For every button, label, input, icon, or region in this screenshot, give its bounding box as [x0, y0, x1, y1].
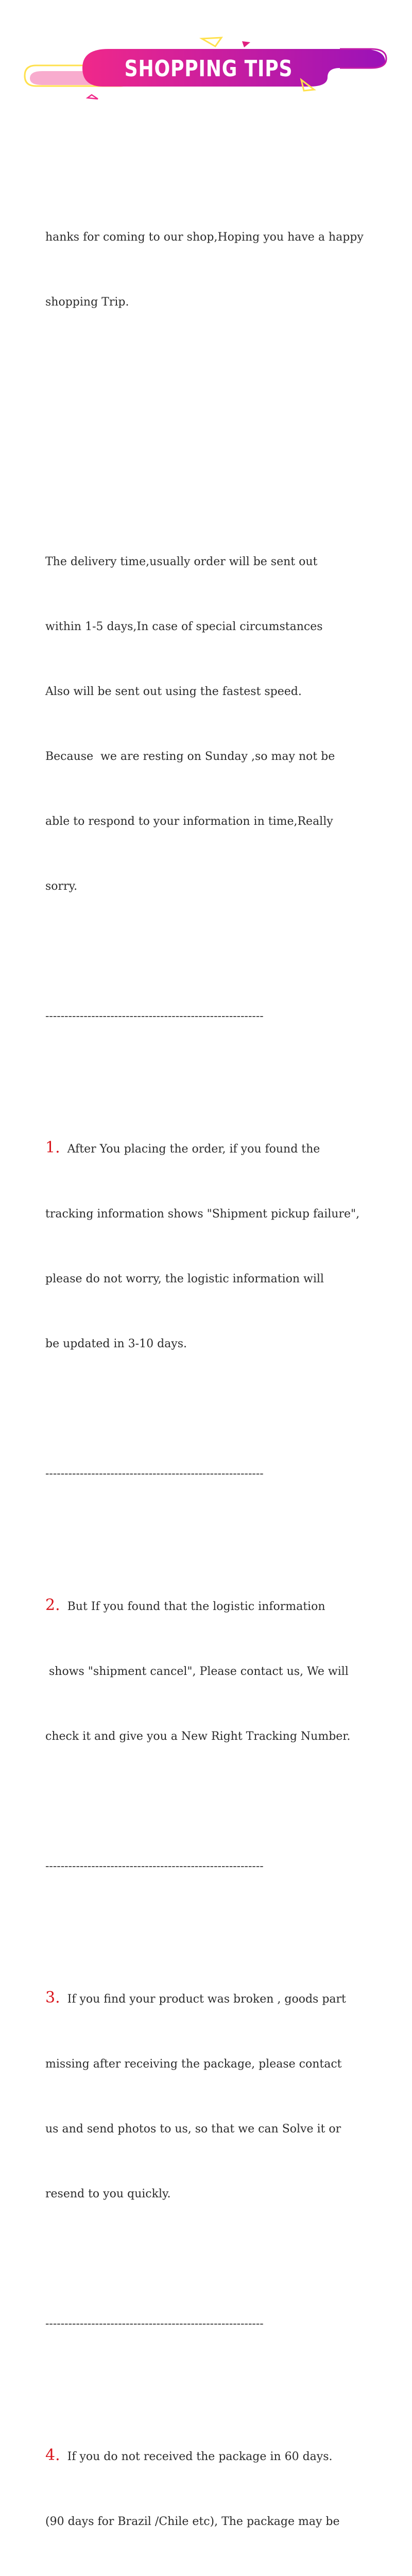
delivery-line: able to respond to your information in time,Really [45, 815, 333, 828]
intro-line: shopping Trip. [45, 296, 129, 309]
delivery-paragraph [45, 508, 396, 941]
tip-2 [45, 1550, 396, 1791]
tip-line: be updated in 3-10 days. [45, 1337, 187, 1350]
tip-first-line: If you do not received the package in 60 days. [67, 2450, 333, 2463]
delivery-line: Also will be sent out using the fastest speed. [45, 685, 302, 698]
tip-line: resend to you quickly. [45, 2188, 171, 2200]
delivery-line: sorry. [45, 880, 78, 893]
tips-content [45, 118, 396, 2576]
tip-first-line: But If you found that the logistic information [67, 1600, 325, 1613]
tip-number: 3. [45, 1989, 60, 2007]
divider: --------------------------------------------------------- [45, 1010, 264, 1023]
tip-line: missing after receiving the package, please contact [45, 2058, 342, 2071]
tip-line: please do not worry, the logistic information will [45, 1273, 324, 1285]
pink-triangle-bottom [88, 95, 98, 99]
intro-paragraph [45, 183, 396, 357]
tip-line: (90 days for Brazil /Chile etc), The package may be [45, 2515, 340, 2528]
divider: --------------------------------------------------------- [45, 1860, 264, 1873]
tip-line: us and send photos to us, so that we can Solve it or [45, 2123, 341, 2136]
yellow-triangle-top [202, 38, 221, 46]
tip-first-line: If you find your product was broken , goods part [67, 1993, 346, 2006]
delivery-line: The delivery time,usually order will be sent out [45, 555, 318, 568]
banner-title: SHOPPING TIPS [124, 55, 293, 82]
tip-number: 2. [45, 1596, 60, 1614]
tip-line: check it and give you a New Right Tracking Number. [45, 1730, 351, 1743]
tip-line: shows "shipment cancel", Please contact us, We will [45, 1665, 349, 1678]
divider: --------------------------------------------------------- [45, 2317, 264, 2330]
pink-triangle-top [242, 41, 250, 47]
tip-number: 4. [45, 2446, 60, 2464]
delivery-line: Because we are resting on Sunday ,so may not be [45, 750, 335, 763]
shopping-tips-banner [0, 0, 412, 108]
tip-1 [45, 1092, 396, 1398]
tip-4 [45, 2400, 396, 2576]
tip-number: 1. [45, 1139, 60, 1157]
delivery-line: within 1-5 days,In case of special circumstances [45, 620, 323, 633]
tip-first-line: After You placing the order, if you found the [67, 1143, 320, 1156]
intro-line: hanks for coming to our shop,Hoping you have a happy [45, 231, 364, 244]
tip-3 [45, 1942, 396, 2248]
divider: --------------------------------------------------------- [45, 1467, 264, 1480]
tip-line: tracking information shows "Shipment pickup failure", [45, 1208, 360, 1221]
